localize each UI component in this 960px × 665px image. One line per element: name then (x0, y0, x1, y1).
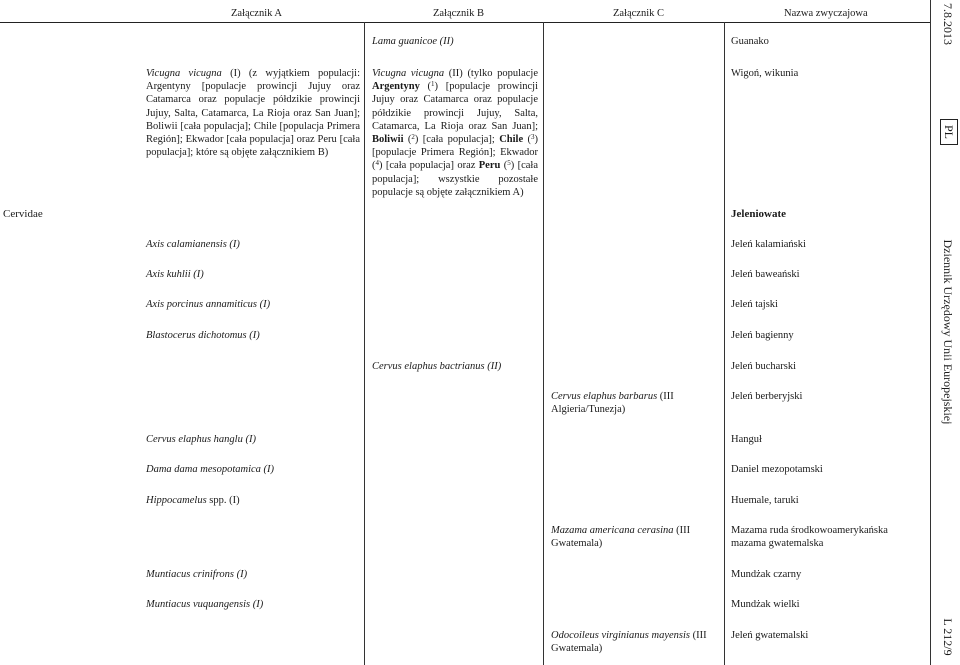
footnote-ref: 2 (411, 133, 415, 142)
species-name: Vicugna vicugna (146, 68, 222, 79)
annex-listing: (I) (250, 599, 264, 610)
muntiacus-crinifrons-annex-a (146, 568, 247, 581)
axis-kuhlii-annex-a (146, 268, 204, 281)
family-polish-name: Jeleniowate (731, 208, 786, 220)
footnote-ref: 5 (507, 159, 511, 168)
footnote-ref: 4 (375, 159, 379, 168)
mazama-annex-c (551, 524, 721, 550)
axis-kuhlii-common-name: Jeleń baweański (731, 269, 800, 280)
species-name: Axis porcinus annamiticus (146, 299, 258, 310)
lama-common-name: Guanako (731, 36, 769, 47)
blastocerus-common-name: Jeleń bagienny (731, 330, 794, 341)
annex-listing: (I) (190, 269, 204, 280)
hippocamelus-common-name: Huemale, taruki (731, 495, 799, 506)
vicugna-annex-a (146, 67, 360, 159)
species-name: Vicugna vicugna (372, 68, 445, 79)
muntiacus-crinifrons-common-name: Mundżak czarny (731, 569, 802, 580)
cervus-bactrianus-annex-b (372, 360, 501, 373)
annex-a-description: (I) (z wyjątkiem populacji: Argentyny [populacje prowincji Jujuy oraz Catamarca oraz populacje półdzikie prowincji Jujuy, Salta, Catamarca, La Rioja oraz San Juan]; Boliwii [cała populacja]; Chile [populacja Primera Región]; Ekwador [cała populacja] oraz Peru [cała populacja]; które są objęte załącznikiem B) (146, 68, 361, 159)
annex-listing: (III Gwatemala) (551, 525, 691, 550)
margin-journal-title: Dziennik Urzędowy Unii Europejskiej (941, 239, 955, 425)
species-name: Muntiacus crinifrons (146, 569, 234, 580)
country-argentina: Argentyny (372, 81, 420, 93)
mazama-common-name: Mazama ruda środkowoamerykańska mazama gwatemalska (731, 525, 888, 550)
axis-porcinus-annex-a (146, 298, 270, 311)
text-part: (II) (tylko populacje (444, 68, 539, 79)
species-name: Muntiacus vuquangensis (146, 599, 251, 610)
cervus-hanglu-annex-a (146, 433, 256, 446)
column-divider (364, 22, 365, 665)
annex-listing: (III Gwatemala) (551, 630, 707, 655)
species-name: Axis kuhlii (146, 269, 191, 280)
country-bolivia: Boliwii (372, 134, 404, 146)
text-part: [populacje Primera Región]; Ekwador (372, 147, 538, 159)
header-rule (0, 22, 930, 23)
odocoileus-annex-c (551, 629, 721, 655)
axis-porcinus-common-name: Jeleń tajski (731, 299, 778, 310)
vicugna-annex-b: Vicugna vicugna (II) (tylko populacje Argentyny ($^1$) [populacje prowincji Jujuy oraz Catamarca oraz populacje półdzikie prowincji Jujuy, Salta, Catamarca, La Rioja oraz San Juan]; Boliwii ($^2$) [cała populacja]; Chile ($^3$) [populacje Primera Región]; Ekwador ($^4$) [cała populacja] oraz Peru ($^5$) [cała populacja]; wszystkie pozostałe populacje są objęte załącznikiem A) (372, 68, 539, 198)
cervus-barbarus-common-name: Jeleń berberyjski (731, 391, 803, 402)
header-annex-c: Załącznik C (613, 8, 665, 19)
header-common-name: Nazwa zwyczajowa (784, 8, 868, 19)
axis-calamianensis-annex-a (146, 238, 240, 251)
species-name: Cervus elaphus hanglu (146, 434, 243, 445)
vicugna-common-name: Wigoń, wikunia (731, 68, 799, 79)
blastocerus-annex-a (146, 329, 260, 342)
header-annex-a: Załącznik A (231, 8, 283, 19)
annex-listing: (I) (233, 569, 248, 580)
country-peru: Peru (478, 160, 501, 172)
species-name: Blastocerus dichotomus (146, 330, 247, 341)
species-name: Hippocamelus (146, 495, 207, 506)
annex-listing: (I) (242, 434, 256, 445)
cervus-bactrianus-common-name: Jeleń bucharski (731, 361, 797, 372)
species-name: Odocoileus virginianus mayensis (551, 630, 691, 641)
text-part: [cała populacja] oraz (382, 160, 479, 172)
family-latin-name: Cervidae (3, 208, 43, 220)
dama-common-name: Daniel mezopotamski (731, 464, 823, 475)
margin-page-reference: L 212/9 (941, 618, 955, 656)
odocoileus-common-name: Jeleń gwatemalski (731, 630, 809, 641)
dama-annex-a (146, 463, 274, 476)
lama-annex-b: Lama guanicoe (II) (372, 36, 454, 47)
annex-listing: (I) (257, 299, 271, 310)
species-name: Mazama americana cerasina (551, 525, 674, 536)
species-name: Axis calamianensis (146, 239, 227, 250)
annex-listing: spp. (I) (206, 495, 240, 506)
annex-listing: (III Algieria/Tunezja) (551, 391, 674, 416)
species-name: Cervus elaphus bactrianus (372, 361, 485, 372)
text-part: [populacje prowincji Jujuy oraz Catamarca oraz populacje półdzikie prowincji Jujuy, Salta, Catamarca, La Rioja oraz San Juan]; (372, 81, 538, 132)
column-divider (543, 22, 544, 665)
muntiacus-vuquangensis-annex-a (146, 598, 263, 611)
species-name: Dama dama mesopotamica (146, 464, 261, 475)
cervus-hanglu-common-name: Hanguł (731, 434, 762, 445)
axis-calamianensis-common-name: Jeleń kalamiański (731, 239, 806, 250)
margin-date: 7.8.2013 (941, 3, 955, 45)
species-name: Cervus elaphus barbarus (551, 391, 658, 402)
header-annex-b: Załącznik B (433, 8, 485, 19)
annex-listing: (I) (246, 330, 260, 341)
footnote-ref: 1 (431, 80, 435, 89)
page-edge-rule (930, 0, 931, 665)
hippocamelus-annex-a (146, 494, 240, 507)
annex-listing: (I) (226, 239, 240, 250)
annex-listing: (II) (484, 361, 502, 372)
text-part: [cała populacja]; wszystkie pozostałe populacje są objęte załącznikiem A) (372, 160, 538, 198)
margin-language-badge: PL (940, 119, 958, 145)
annex-listing: (I) (260, 464, 275, 475)
footnote-ref: 3 (531, 133, 535, 142)
cervus-barbarus-annex-c (551, 390, 721, 416)
muntiacus-vuquangensis-common-name: Mundżak wielki (731, 599, 800, 610)
text-part: [cała populacja]; (418, 134, 500, 146)
country-chile: Chile (499, 134, 524, 146)
column-divider (724, 22, 725, 665)
